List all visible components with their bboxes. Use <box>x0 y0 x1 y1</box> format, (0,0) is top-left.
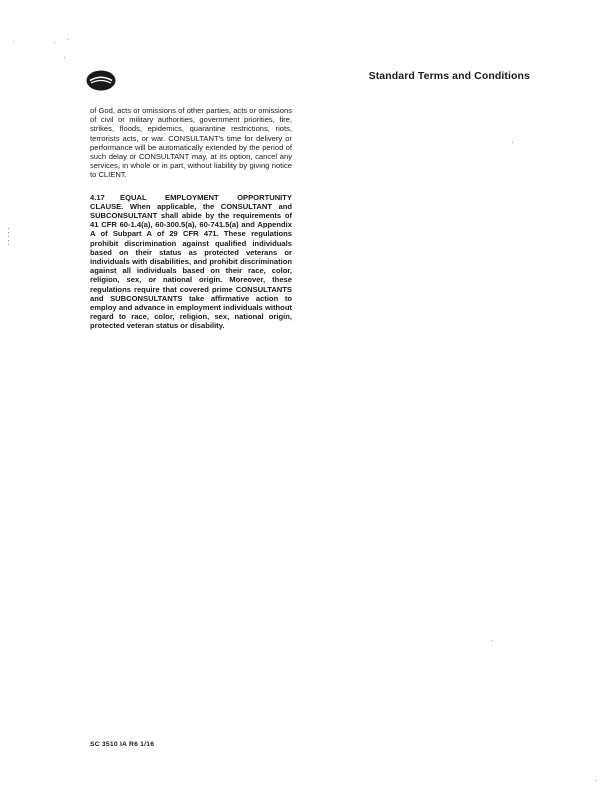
scan-artifact <box>596 780 597 781</box>
text-column <box>90 106 292 331</box>
section-number: 4.17 <box>90 192 105 202</box>
company-logo-icon <box>86 70 116 91</box>
section-text: EQUAL EMPLOYMENT OPPORTUNITY CLAUSE. When applicable, the CONSULTANT and SUBCONSULTANT shall abide by the requirements of 41 CFR 60-1.4(a), 60-300.5(a), 60-741.5(a) and Appendix A of Subpart A of 29 CFR 471. These regulations prohibit discrimination against qualified individuals based on their status as protected veterans or individuals with disabilities, and prohibit discrimination against all individuals based on their race, color, religion, sex, or national origin. Moreover, these regulations require that covered prime CONSULTANTS and SUBCONSULTANTS take affirmative action to employ and advance in employment individuals without regard to race, color, religion, sex, national origin, protected veteran status or disability. <box>90 192 292 331</box>
scan-artifact <box>8 228 9 246</box>
document-title: Standard Terms and Conditions <box>368 70 530 82</box>
scan-artifact <box>512 142 513 143</box>
scan-artifact <box>67 39 68 40</box>
continued-paragraph: of God, acts or omissions of other parties, acts or omissions of civil or military authorities, government priorities, fire, strikes, floods, epidemics, quarantine restrictions, riots, terrorists acts, or war. CONSULTANT's time for delivery or performance will be automatically extended by the period of such delay or CONSULTANT may, at its option, cancel any services, in whole or in part, without liability by giving notice to CLIENT. <box>90 106 292 180</box>
scan-artifact <box>13 41 14 42</box>
form-code: SC 3510 IA R6 1/16 <box>90 741 155 748</box>
scan-artifact <box>64 57 65 58</box>
section-paragraph <box>90 193 292 331</box>
scan-artifact <box>491 640 492 641</box>
scan-artifact <box>54 42 55 43</box>
